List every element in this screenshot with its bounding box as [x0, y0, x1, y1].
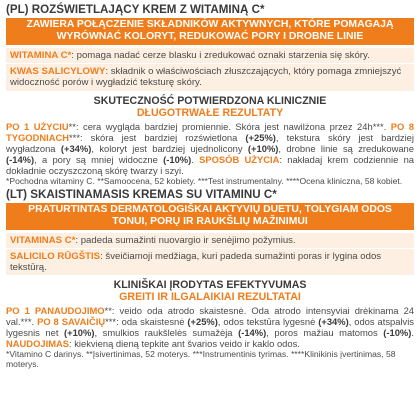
pl-banner-line: WYRÓWNAĆ KOLORYT, REDUKOWAĆ PORY I DROBNE LINIE: [56, 31, 364, 42]
pl-result-text: , drobne linie są zredukowane: [278, 142, 414, 154]
pl-ingredient-salicylic-acid: [6, 64, 414, 90]
pl-result-text: , koloryt jest bardziej ujednolicony: [91, 142, 248, 154]
lt-result-text: : veido oda atrodo skaistesnė. Oda atrodo intensyviai drėkinama 24 val.***.: [6, 305, 414, 328]
pl-result-text: : cera wygląda bardziej promiennie. Skóra jest nawilżona przez 24h***.: [75, 120, 391, 132]
lt-ingredient-name: VITAMINAS C*: [10, 234, 76, 246]
pl-clinical-title: SKUTECZNOŚĆ POTWIERDZONA KLINICZNIE: [93, 94, 327, 107]
pl-percent: (+34%): [60, 142, 92, 154]
lt-ingredient-salicylic-acid: [6, 249, 414, 275]
lt-result-text: , smulkios raukšlelės sumažėja: [94, 327, 239, 339]
pl-clinical-subtitle: DŁUGOTRWAŁE REZULTATY: [136, 106, 284, 119]
lt-ingredient-desc: : šveičiamoji medžiaga, kuri padeda sumažinti poras ir lygina odos tekstūrą.: [10, 250, 382, 274]
pl-ingredient-desc: : pomaga nadać cerze blasku i zredukować oznaki starzenia się skóry.: [71, 50, 370, 61]
pl-banner-line: ZAWIERA POŁĄCZENIE SKŁADNIKÓW AKTYWNYCH, KTÓRE POMAGAJĄ: [26, 19, 394, 30]
lt-footnote-mark: ***: [105, 316, 117, 328]
pl-percent: (-10%): [163, 153, 192, 165]
pl-footnote-mark: **: [68, 120, 76, 132]
lt-percent: (-10%): [383, 327, 412, 339]
pl-percent: (+25%): [245, 131, 276, 143]
pl-ingredient-vitamin-c: [6, 48, 414, 63]
lt-clinical-subtitle: GREITI IR ILGALAIKIAI REZULTATAI: [119, 291, 301, 304]
lt-banner-line: TONUI, PORŲ IR RAUKŠLIŲ MAŽINIMUI: [112, 215, 308, 227]
lt-ingredient-vitamin-c: [6, 233, 414, 248]
pl-ingredient-name: WITAMINA C*: [10, 50, 72, 61]
lt-result-text: : oda skaistesnė: [116, 316, 188, 328]
lt-clinical-title: KLINIŠKAI ĮRODYTAS EFEKTYVUMAS: [113, 279, 307, 292]
lt-banner-line: PRATURTINTAS DERMATOLOGIŠKAI AKTYVIŲ DUETU, TOLYGIAM ODOS: [28, 203, 392, 215]
pl-claim-banner: [6, 18, 414, 45]
pl-result-key: PO 1 UŻYCIU: [6, 120, 69, 132]
pl-usage-key: SPOSÓB UŻYCIA: [199, 153, 280, 165]
lt-result-key: PO 1 PANAUDOJIMO: [6, 305, 105, 317]
lt-percent: (+34%): [318, 316, 349, 328]
pl-ingredient-desc: : składnik o właściwościach złuszczających, który pomaga zmniejszyć widoczność porów i wygładzić teksturę skóry.: [10, 66, 402, 89]
pl-footnote-mark: ***: [69, 131, 80, 143]
pl-percent: (-14%): [6, 153, 35, 165]
lt-percent: (-14%): [238, 327, 267, 339]
lt-result-text: , poros mažiau matomos: [266, 327, 384, 339]
lt-footnote-mark: **: [104, 305, 112, 317]
lt-ingredient-desc: : padeda sumažinti nuovargio ir senėjimo požymius.: [75, 234, 296, 246]
lt-ingredient-name: SALICILO RŪGŠTIS: [10, 250, 101, 262]
pl-result-key: PO 8 TYGODNIACH: [6, 120, 414, 143]
pl-result-text: , tekstura skóry jest bardziej wygładzona: [6, 131, 414, 154]
pl-result-text: : skóra jest bardziej rozświetlona: [79, 131, 246, 143]
lt-percent: (+10%): [64, 327, 95, 339]
pl-usage-text: : nakładaj krem codziennie na dokładnie oczyszczoną skórę twarzy i szyi.: [6, 153, 414, 176]
lt-result-text: , odos atspalvis lygesnis net: [6, 316, 414, 339]
pl-results-text: [6, 121, 414, 176]
lt-result-text: , odos tekstūra lygesnė: [217, 316, 319, 328]
lt-result-key: PO 8 SAVAIČIŲ: [37, 316, 106, 328]
lt-footnote: *Vitamino C darinys. **Įsivertinimas, 52 moterys. ***Instrumentinis tyrimas. ****Klinikinis įvertinimas, 58 moterys.: [6, 349, 396, 370]
pl-result-text: .: [191, 153, 200, 165]
pl-percent: (+10%): [247, 142, 279, 154]
pl-heading: (PL) ROZŚWIETLAJĄCY KREM Z WITAMINĄ C*: [6, 3, 265, 16]
lt-claim-banner: [6, 203, 414, 230]
pl-footnote: *Pochodna witaminy C. **Samoocena, 52 kobiety. ***Test instrumentalny. ****Ocena kliniczna, 58 kobiet.: [6, 175, 403, 186]
pl-ingredient-name: KWAS SALICYLOWY: [10, 66, 106, 78]
lt-usage-text: : kiekvieną dieną tepkite ant švarios veido ir kaklo odos.: [69, 338, 300, 350]
lt-result-text: .: [411, 327, 414, 339]
lt-heading: (LT) SKAISTINAMASIS KREMAS SU VITAMINU C*: [6, 187, 277, 201]
lt-results-text: [6, 305, 414, 349]
lt-percent: (+25%): [187, 316, 218, 328]
lt-usage-key: NAUDOJIMAS: [6, 338, 70, 350]
pl-result-text: , a pory są mniej widoczne: [34, 153, 164, 165]
